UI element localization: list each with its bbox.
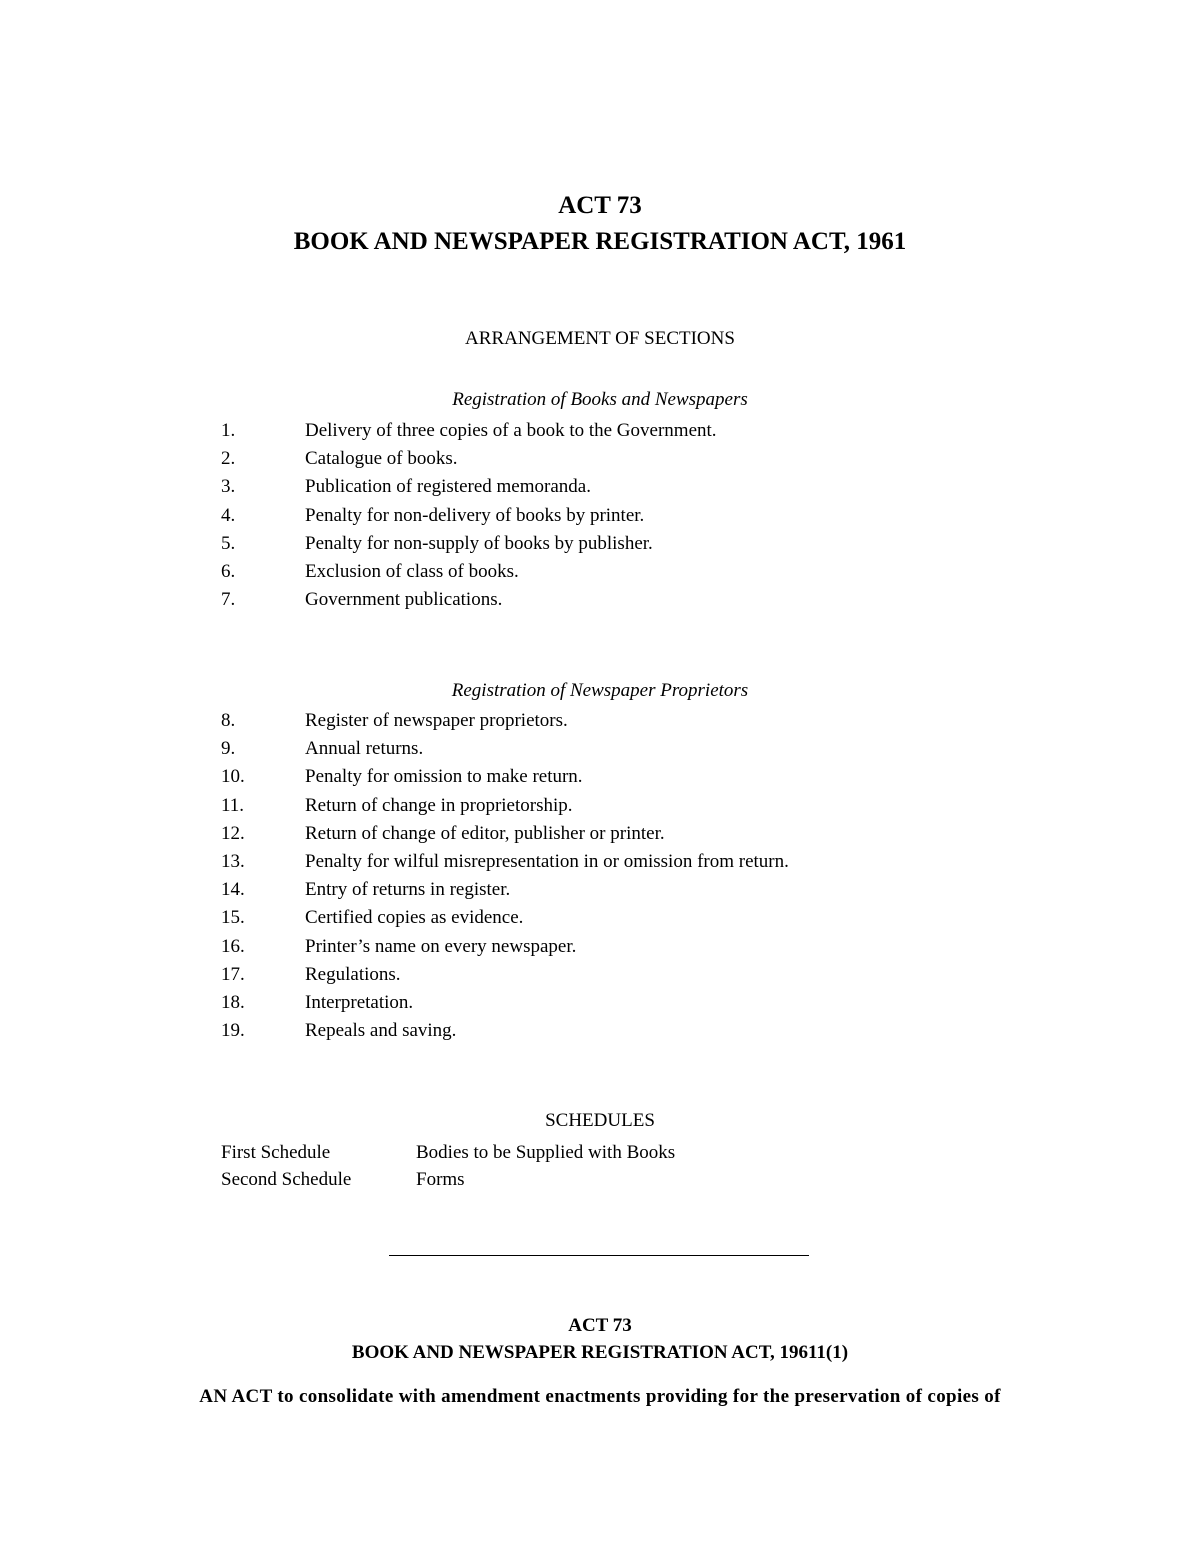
schedules-heading: SCHEDULES [545,1110,655,1131]
section-title: Entry of returns in register. [305,879,511,901]
section-title: Exclusion of class of books. [305,560,519,582]
section-title: Regulations. [305,963,401,985]
section-number: 1. [221,420,236,441]
section-number: 13. [221,850,245,872]
section-title: Return of change in proprietorship. [305,794,573,816]
section-number: 15. [221,907,245,929]
section-title: Annual returns. [305,738,424,760]
section-title: Penalty for wilful misrepresentation in or omission from return. [305,850,789,872]
section-title: Penalty for non-delivery of books by printer. [305,504,645,526]
section-title: Register of newspaper proprietors. [305,710,568,731]
horizontal-rule [389,1255,809,1256]
section-title: Government publications. [305,589,503,611]
section-number: 14. [221,879,245,901]
schedule-description: Bodies to be Supplied with Books [416,1142,676,1163]
section-title: Catalogue of books. [305,448,458,470]
section-number: 18. [221,991,245,1013]
section-number: 10. [221,766,245,788]
schedule-name: First Schedule [221,1142,331,1163]
long-title: AN ACT to consolidate with amendment enactments providing for the preservation of copies of [199,1386,1001,1407]
section-number: 12. [221,822,245,844]
section-number: 8. [221,710,236,731]
section-title: Repeals and saving. [305,1020,457,1042]
section-title: Penalty for non-supply of books by publisher. [305,532,653,554]
act-title-heading: BOOK AND NEWSPAPER REGISTRATION ACT, 1961 [293,228,907,255]
section-number: 16. [221,935,245,957]
body-act-title: BOOK AND NEWSPAPER REGISTRATION ACT, 19611(1) [351,1342,849,1363]
section-title: Penalty for omission to make return. [305,766,583,788]
section-title: Interpretation. [305,991,414,1013]
section-number: 6. [221,560,236,582]
schedule-name: Second Schedule [221,1169,352,1190]
section-title: Delivery of three copies of a book to the Government. [305,420,717,441]
section-number: 7. [221,589,236,611]
section-number: 2. [221,448,236,470]
section-number: 4. [221,504,236,526]
section-title: Return of change of editor, publisher or printer. [305,822,665,844]
section-title: Certified copies as evidence. [305,907,524,929]
act-number-heading: ACT 73 [558,192,642,219]
group-heading-books: Registration of Books and Newspapers [452,389,748,410]
section-number: 17. [221,963,245,985]
section-number: 5. [221,532,236,554]
body-act-number: ACT 73 [568,1315,632,1336]
arrangement-heading: ARRANGEMENT OF SECTIONS [465,328,735,349]
section-number: 3. [221,476,236,498]
schedule-description: Forms [416,1169,465,1190]
group-heading-newspapers: Registration of Newspaper Proprietors [451,680,749,701]
section-title: Publication of registered memoranda. [305,476,591,498]
section-number: 9. [221,738,236,760]
section-number: 19. [221,1020,245,1042]
section-number: 11. [221,794,245,816]
section-title: Printer’s name on every newspaper. [305,935,577,957]
